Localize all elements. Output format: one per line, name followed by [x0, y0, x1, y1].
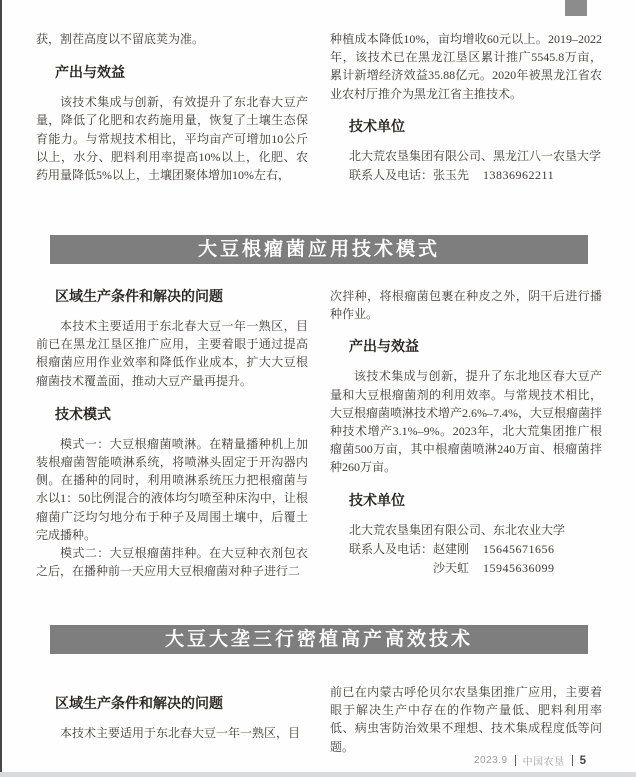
article1-unit-line: 北大荒农垦集团有限公司、黑龙江八一农垦大学 [349, 148, 602, 163]
article2-mode2-paragraph: 模式二：大豆根瘤菌拌种。在大豆种衣剂包衣之后，在播种前一天应用大豆根瘤菌对种子进行二 [36, 546, 308, 579]
article1-contact-line [349, 166, 602, 185]
page-footer [474, 753, 586, 768]
article2-mode1-paragraph: 模式一：大豆根瘤菌喷淋。在精量播种机上加装根瘤菌智能喷淋系统，将喷淋头固定于开沟器内侧。在播种的同时，利用喷淋系统压力把根瘤菌与水以1：50比例混合的液体均匀喷至种床沟中，让根瘤菌广泛均匀地分布于种子及周围土壤中，后覆土完成播种。 [36, 436, 308, 542]
article1-unit-heading: 技术单位 [349, 117, 405, 134]
article2-unit-line: 北大荒农垦集团有限公司、东北农业大学 [349, 522, 566, 537]
scan-bottom-edge [0, 772, 636, 777]
article1-left-column [36, 30, 308, 184]
contact-phone: 15945636099 [483, 560, 555, 575]
article3-title-banner [50, 625, 588, 654]
article2-output-paragraph: 该技术集成与创新，提升了东北地区春大豆产量和大豆根瘤菌剂的利用效率。与常规技术相比，大豆根瘤菌喷淋技术增产2.6%–7.4%，大豆根瘤菌拌种技术增产3.1%–9%。2023年，北大荒集团推广根瘤菌500万亩，其中根瘤菌喷淋240万亩、根瘤菌拌种260万亩。 [330, 369, 602, 475]
article2-region-paragraph: 本技术主要适用于东北春大豆一年一熟区，目前已在黑龙江垦区推广应用，主要着眼于通过提高根瘤菌应用作业效率和降低作业成本，扩大大豆根瘤菌技术覆盖面，推动大豆产量再提升。 [36, 319, 308, 388]
contact-phone: 15645671656 [483, 541, 555, 556]
article1-right-column [330, 30, 602, 185]
article1-intro-line: 获，割茬高度以不留底荚为准。 [36, 32, 205, 46]
article3-left-paragraph: 本技术主要适用于东北春大豆一年一熟区，目 [60, 726, 301, 740]
article2-mode2-paragraph-cont: 次拌种，将根瘤菌包裹在种皮之外，阴干后进行播种作业。 [330, 289, 602, 322]
footer-divider [515, 755, 516, 766]
article2-contact-line-2 [433, 559, 602, 578]
article1-output-heading: 产出与效益 [55, 64, 125, 81]
article2-title-banner [50, 235, 588, 264]
contact-name: 赵建刚 [433, 541, 470, 556]
article3-region-heading: 区域生产条件和解决的问题 [55, 695, 223, 711]
article1-output-paragraph: 该技术集成与创新，有效提升了东北春大豆产量，降低了化肥和农药施用量，恢复了土壤生态保育能力。与常规技术相比，平均亩产可增加10公斤以上，水分、肥料利用率提高10%以上，化肥、农药用量降低5%以上，土壤团聚体增加10%左右， [36, 95, 308, 183]
article2-left-column [36, 286, 308, 580]
article2-mode-heading: 技术模式 [55, 405, 111, 422]
article2-title: 大豆根瘤菌应用技术模式 [197, 239, 440, 260]
page-corner-marker [565, 0, 587, 16]
contact-label: 联系人及电话： [349, 167, 434, 182]
article2-contact-line-1 [349, 540, 602, 559]
article3-right-column [330, 683, 602, 756]
footer-journal-name: 中国农垦 [522, 757, 565, 768]
footer-page-number: 5 [579, 754, 586, 767]
article3-left-column [36, 693, 308, 742]
contact-phone: 13836962211 [483, 167, 555, 182]
article2-region-heading: 区域生产条件和解决的问题 [55, 288, 223, 304]
contact-name: 沙天虹 [433, 560, 470, 575]
article1-output-paragraph-cont: 种植成本降低10%，亩均增收60元以上。2019–2022年，该技术已在黑龙江垦区累计推广5545.8万亩，累计新增经济效益35.88亿元。2020年被黑龙江省农业农村厅推介为黑龙江省主推技术。 [330, 32, 602, 101]
scan-left-edge-line [0, 0, 2, 777]
article2-output-heading: 产出与效益 [349, 338, 419, 355]
article3-title: 大豆大垄三行密植高产高效技术 [164, 629, 473, 650]
article2-unit-heading: 技术单位 [349, 491, 405, 508]
footer-issue: 2023.9 [474, 755, 508, 766]
contact-label: 联系人及电话： [349, 541, 434, 556]
article2-right-column [330, 287, 602, 578]
article3-right-paragraph: 前已在内蒙古呼伦贝尔农垦集团推广应用，主要着眼于解决生产中存在的作物产量低、肥料利用率低、病虫害防治效果不理想、技术集成程度低等问题。 [330, 685, 602, 754]
footer-divider [572, 755, 573, 766]
contact-name: 张玉先 [433, 167, 470, 182]
